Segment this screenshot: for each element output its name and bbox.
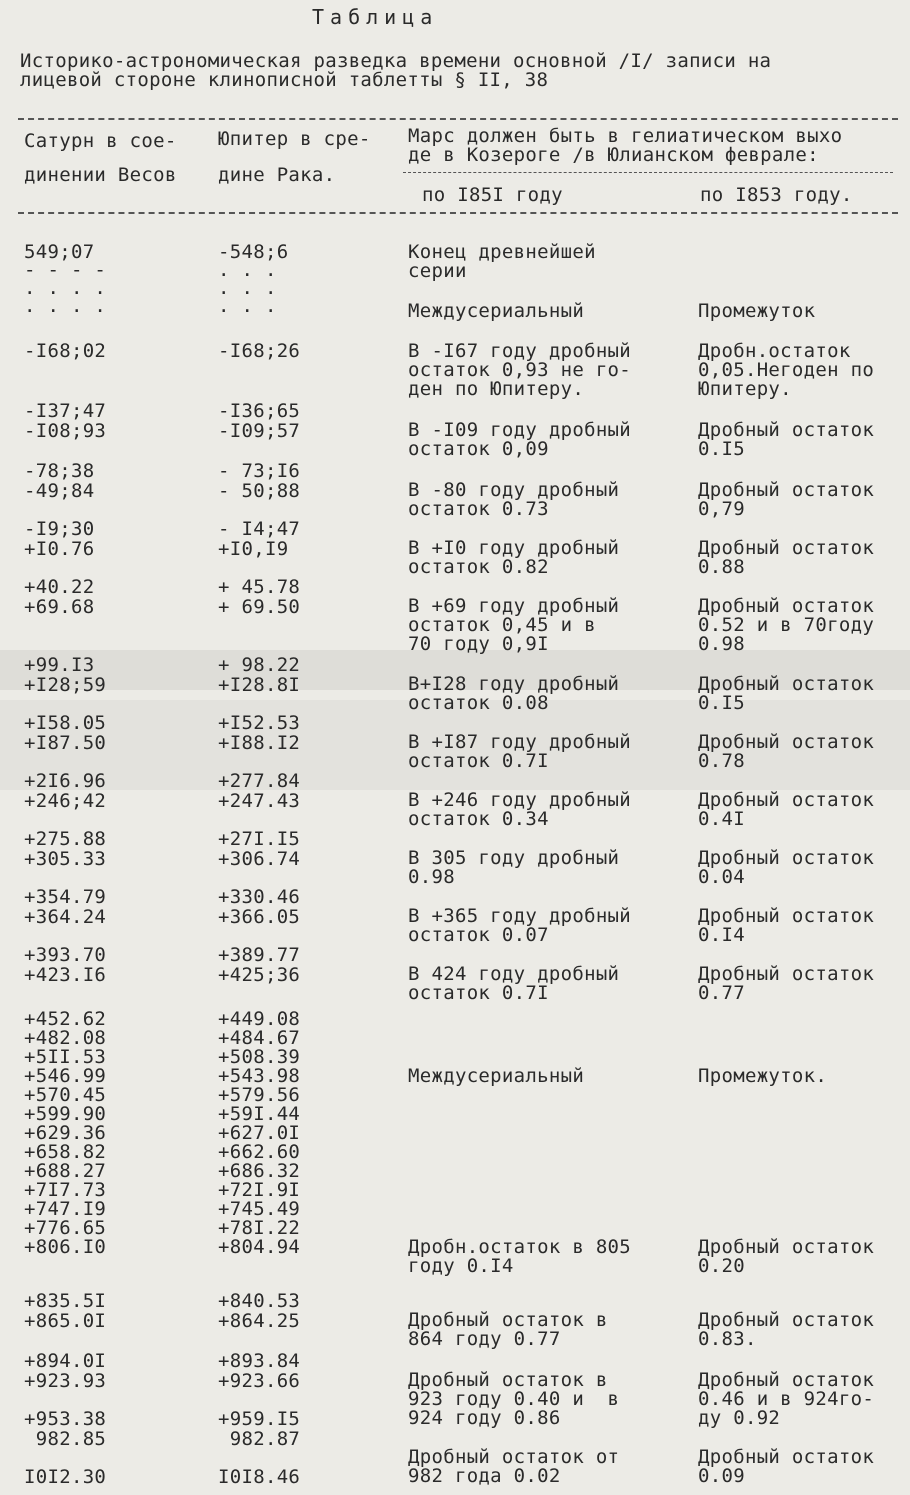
table-cell-c2-row10-line0: +27I.I5 [218, 828, 301, 850]
table-cell-c4-row4-line1: Дробный остаток [698, 479, 875, 501]
table-cell-c2-row6-line0: + 45.78 [218, 576, 301, 598]
table-cell-c4-row17-line3: 0.09 [698, 1465, 745, 1487]
table-cell-c2-row7-line0: + 98.22 [218, 654, 301, 676]
table-cell-c4-row10-line1: Дробный остаток [698, 847, 875, 869]
table-cell-c3-row6-line1: В +69 году дробный [408, 595, 620, 617]
col34-header-line-1: Марс должен быть в гелиатическом выхо [408, 125, 843, 147]
table-cell-c3-row17-line2: Дробный остаток от [408, 1446, 620, 1468]
table-cell-c1-row13-line10: +747.I9 [24, 1198, 107, 1220]
table-cell-c1-row13-line11: +776.65 [24, 1217, 107, 1239]
table-cell-c2-row13-line4: +579.56 [218, 1084, 301, 1106]
table-cell-c4-row7-line2: 0.I5 [698, 692, 745, 714]
page-title: Таблица [312, 5, 439, 29]
table-cell-c2-row12-line1: +425;36 [218, 963, 301, 986]
table-cell-c3-row6-line2: остаток 0,45 и в [408, 614, 596, 636]
table-cell-c4-row4-line2: 0,79 [698, 498, 745, 520]
table-cell-c3-row15-line1: Дробный остаток в [408, 1309, 608, 1331]
table-cell-c1-row11-line1: +364.24 [24, 905, 107, 928]
table-cell-c1-row8-line0: +I58.05 [24, 712, 107, 734]
header-rule-sub [403, 172, 893, 173]
table-cell-c1-row13-line8: +688.27 [24, 1160, 107, 1182]
table-cell-c1-row7-line1: +I28;59 [24, 673, 107, 696]
col2-header-line-2: дине Рака. [218, 164, 336, 186]
table-cell-c2-row0-line2: . . . [218, 277, 277, 299]
table-cell-c2-row13-line5: +59I.44 [218, 1103, 301, 1125]
table-cell-c4-row5-line2: 0.88 [698, 556, 745, 578]
table-cell-c3-row12-line1: В 424 году дробный [408, 963, 620, 985]
table-cell-c1-row18-line0: I0I2.30 [24, 1466, 107, 1488]
col2-header-line-1: Юпитер в сре- [218, 128, 371, 150]
table-cell-c3-row17-line3: 982 года 0.02 [408, 1465, 561, 1487]
table-cell-c2-row18-line0: I0I8.46 [218, 1466, 301, 1488]
table-cell-c4-row15-line2: 0.83. [698, 1328, 757, 1350]
table-cell-c1-row4-line1: -49;84 [24, 479, 95, 502]
table-cell-c1-row2-line0: -I68;02 [24, 340, 107, 362]
table-cell-c1-row17-line0: +953.38 [24, 1408, 107, 1430]
table-cell-c2-row8-line1: +I88.I2 [218, 731, 301, 754]
table-cell-c3-row2-line2: ден по Юпитеру. [408, 378, 585, 400]
table-cell-c4-row11-line1: Дробный остаток [698, 905, 875, 927]
table-cell-c1-row13-line9: +7I7.73 [24, 1179, 107, 1201]
table-cell-c2-row13-line2: +508.39 [218, 1046, 301, 1068]
table-cell-c1-row6-line0: +40.22 [24, 576, 95, 598]
table-cell-c3-row4-line1: В -80 году дробный [408, 479, 620, 501]
table-cell-c3-row9-line1: В +246 году дробный [408, 789, 632, 811]
col3-header: по I85I году [422, 184, 563, 206]
table-cell-c3-row14-line0: Дробн.остаток в 805 [408, 1236, 632, 1258]
table-cell-c1-row13-line0: +452.62 [24, 1008, 107, 1030]
table-cell-c2-row0-line3: . . . [218, 295, 277, 317]
table-cell-c2-row2-line0: -I68;26 [218, 340, 301, 362]
table-cell-c4-row15-line1: Дробный остаток [698, 1309, 875, 1331]
table-cell-c2-row16-line1: +923.66 [218, 1369, 301, 1392]
subtitle-line-2: лицевой стороне клинописной таблетты § II, 38 [20, 69, 549, 91]
table-cell-c3-row7-line1: В+I28 году дробный [408, 673, 620, 695]
table-cell-c4-row8-line2: 0.78 [698, 750, 745, 772]
table-cell-c3-row4-line2: остаток 0.73 [408, 498, 549, 520]
table-cell-c3-row8-line1: В +I87 году дробный [408, 731, 632, 753]
table-cell-c2-row11-line0: +330.46 [218, 886, 301, 908]
table-cell-c3-row2-line0: В -I67 году дробный [408, 340, 632, 362]
table-cell-c2-row13-line8: +686.32 [218, 1160, 301, 1182]
table-cell-c2-row5-line1: +I0,I9 [218, 537, 289, 560]
table-cell-c4-row6-line2: 0.52 и в 70году [698, 614, 875, 636]
table-cell-c1-row8-line1: +I87.50 [24, 731, 107, 754]
table-cell-c4-row6-line1: Дробный остаток [698, 595, 875, 617]
table-cell-c2-row12-line0: +389.77 [218, 944, 301, 966]
table-cell-c4-row1-line0: Промежуток [698, 300, 816, 322]
table-cell-c1-row15-line0: +835.5I [24, 1290, 107, 1312]
table-cell-c2-row6-line1: + 69.50 [218, 595, 301, 618]
table-cell-c3-row11-line2: остаток 0.07 [408, 924, 549, 946]
table-cell-c3-row3-line1: В -I09 году дробный [408, 419, 632, 441]
table-cell-c1-row17-line1: 982.85 [24, 1427, 107, 1450]
table-cell-c2-row11-line1: +366.05 [218, 905, 301, 928]
table-cell-c1-row15-line1: +865.0I [24, 1309, 107, 1332]
header-rule-bottom [18, 212, 898, 214]
table-cell-c4-row3-line1: Дробный остаток [698, 419, 875, 441]
table-cell-c2-row13-line12: +804.94 [218, 1236, 301, 1258]
col4-header: по I853 году. [700, 184, 853, 206]
table-cell-c1-row0-line0: 549;07 [24, 241, 95, 263]
table-cell-c4-row17-line2: Дробный остаток [698, 1446, 875, 1468]
table-cell-c1-row12-line0: +393.70 [24, 944, 107, 966]
table-cell-c3-row6-line3: 70 году 0,9I [408, 633, 549, 655]
table-cell-c3-row7-line2: остаток 0.08 [408, 692, 549, 714]
table-cell-c2-row9-line0: +277.84 [218, 770, 301, 792]
table-cell-c2-row13-line6: +627.0I [218, 1122, 301, 1144]
table-cell-c4-row2-line2: Юпитеру. [698, 378, 792, 400]
table-cell-c3-row2-line1: остаток 0,93 не го- [408, 359, 632, 381]
table-cell-c4-row16-line3: ду 0.92 [698, 1407, 781, 1429]
table-cell-c1-row0-line2: . . . . [24, 277, 107, 299]
table-cell-c1-row13-line2: +5II.53 [24, 1046, 107, 1068]
table-cell-c3-row14-line1: году 0.I4 [408, 1255, 514, 1277]
table-cell-c4-row6-line3: 0.98 [698, 633, 745, 655]
table-cell-c2-row3-line1: -I09;57 [218, 419, 301, 442]
table-cell-c3-row11-line1: В +365 году дробный [408, 905, 632, 927]
table-cell-c4-row2-line0: Дробн.остаток [698, 340, 851, 362]
table-cell-c1-row4-line0: -78;38 [24, 460, 95, 482]
table-cell-c1-row10-line1: +305.33 [24, 847, 107, 870]
table-cell-c2-row0-line1: . . . [218, 259, 277, 281]
table-cell-c1-row10-line0: +275.88 [24, 828, 107, 850]
table-cell-c3-row10-line1: В 305 году дробный [408, 847, 620, 869]
table-cell-c3-row16-line2: 923 году 0.40 и в [408, 1388, 620, 1410]
table-cell-c3-row0-line1: серии [408, 260, 467, 282]
table-cell-c2-row13-line0: +449.08 [218, 1008, 301, 1030]
table-cell-c4-row13-line3: Промежуток. [698, 1065, 828, 1087]
table-cell-c3-row10-line2: 0.98 [408, 866, 455, 888]
table-cell-c2-row13-line10: +745.49 [218, 1198, 301, 1220]
table-cell-c1-row16-line1: +923.93 [24, 1369, 107, 1392]
table-cell-c1-row9-line1: +246;42 [24, 789, 107, 812]
table-cell-c4-row10-line2: 0.04 [698, 866, 745, 888]
table-cell-c4-row14-line0: Дробный остаток [698, 1236, 875, 1258]
table-cell-c1-row5-line0: -I9;30 [24, 518, 95, 540]
subtitle-line-1: Историко-астрономическая разведка времени основной /I/ записи на [20, 50, 772, 72]
table-cell-c3-row5-line2: остаток 0.82 [408, 556, 549, 578]
table-cell-c2-row10-line1: +306.74 [218, 847, 301, 870]
table-cell-c3-row0-line0: Конец древнейшей [408, 241, 596, 263]
table-cell-c1-row13-line1: +482.08 [24, 1027, 107, 1049]
col1-header-line-1: Сатурн в сое- [24, 130, 177, 152]
col1-header-line-2: динении Весов [24, 164, 177, 186]
table-cell-c2-row9-line1: +247.43 [218, 789, 301, 812]
table-cell-c1-row13-line4: +570.45 [24, 1084, 107, 1106]
table-cell-c2-row13-line9: +72I.9I [218, 1179, 301, 1201]
table-cell-c2-row4-line1: - 50;88 [218, 479, 301, 502]
table-cell-c1-row5-line1: +I0.76 [24, 537, 95, 560]
table-cell-c1-row3-line1: -I08;93 [24, 419, 107, 442]
table-cell-c3-row1-line0: Междусериальный [408, 300, 585, 322]
table-cell-c2-row3-line0: -I36;65 [218, 400, 301, 422]
table-cell-c3-row8-line2: остаток 0.7I [408, 750, 549, 772]
table-cell-c3-row16-line1: Дробный остаток в [408, 1369, 608, 1391]
table-cell-c1-row13-line5: +599.90 [24, 1103, 107, 1125]
table-cell-c1-row13-line12: +806.I0 [24, 1236, 107, 1258]
table-cell-c1-row13-line7: +658.82 [24, 1141, 107, 1163]
table-cell-c1-row0-line1: - - - - [24, 259, 107, 281]
table-cell-c2-row4-line0: - 73;I6 [218, 460, 301, 482]
table-cell-c4-row16-line1: Дробный остаток [698, 1369, 875, 1391]
table-cell-c2-row17-line0: +959.I5 [218, 1408, 301, 1430]
table-cell-c3-row16-line3: 924 году 0.86 [408, 1407, 561, 1429]
table-cell-c2-row13-line11: +78I.22 [218, 1217, 301, 1239]
table-cell-c1-row11-line0: +354.79 [24, 886, 107, 908]
table-cell-c2-row15-line0: +840.53 [218, 1290, 301, 1312]
table-cell-c4-row7-line1: Дробный остаток [698, 673, 875, 695]
table-cell-c2-row13-line3: +543.98 [218, 1065, 301, 1087]
table-cell-c3-row13-line3: Междусериальный [408, 1065, 585, 1087]
table-cell-c4-row12-line1: Дробный остаток [698, 963, 875, 985]
table-cell-c1-row13-line3: +546.99 [24, 1065, 107, 1087]
table-cell-c1-row3-line0: -I37;47 [24, 400, 107, 422]
table-cell-c2-row16-line0: +893.84 [218, 1350, 301, 1372]
table-cell-c1-row0-line3: . . . . [24, 295, 107, 317]
table-cell-c3-row15-line2: 864 году 0.77 [408, 1328, 561, 1350]
table-cell-c3-row9-line2: остаток 0.34 [408, 808, 549, 830]
table-cell-c2-row0-line0: -548;6 [218, 241, 289, 263]
table-cell-c4-row9-line2: 0.4I [698, 808, 745, 830]
table-cell-c4-row3-line2: 0.I5 [698, 438, 745, 460]
col34-header-line-2: де в Козероге /в Юлианском феврале: [408, 144, 819, 166]
table-cell-c2-row15-line1: +864.25 [218, 1309, 301, 1332]
table-cell-c2-row5-line0: - I4;47 [218, 518, 301, 540]
table-cell-c3-row5-line1: В +I0 году дробный [408, 537, 620, 559]
table-cell-c4-row11-line2: 0.I4 [698, 924, 745, 946]
table-cell-c2-row17-line1: 982.87 [218, 1427, 301, 1450]
table-cell-c4-row14-line1: 0.20 [698, 1255, 745, 1277]
table-cell-c4-row8-line1: Дробный остаток [698, 731, 875, 753]
table-cell-c1-row12-line1: +423.I6 [24, 963, 107, 986]
table-cell-c1-row13-line6: +629.36 [24, 1122, 107, 1144]
table-cell-c1-row7-line0: +99.I3 [24, 654, 95, 676]
table-cell-c2-row8-line0: +I52.53 [218, 712, 301, 734]
table-cell-c4-row12-line2: 0.77 [698, 982, 745, 1004]
table-cell-c1-row9-line0: +2I6.96 [24, 770, 107, 792]
table-cell-c4-row9-line1: Дробный остаток [698, 789, 875, 811]
table-cell-c4-row2-line1: 0,05.Негоден по [698, 359, 875, 381]
table-cell-c1-row6-line1: +69.68 [24, 595, 95, 618]
table-cell-c1-row16-line0: +894.0I [24, 1350, 107, 1372]
table-cell-c3-row3-line2: остаток 0,09 [408, 438, 549, 460]
table-cell-c3-row12-line2: остаток 0.7I [408, 982, 549, 1004]
table-cell-c2-row7-line1: +I28.8I [218, 673, 301, 696]
table-cell-c4-row5-line1: Дробный остаток [698, 537, 875, 559]
table-cell-c2-row13-line7: +662.60 [218, 1141, 301, 1163]
table-cell-c4-row16-line2: 0.46 и в 924го- [698, 1388, 875, 1410]
header-rule-top [18, 118, 898, 120]
table-cell-c2-row13-line1: +484.67 [218, 1027, 301, 1049]
